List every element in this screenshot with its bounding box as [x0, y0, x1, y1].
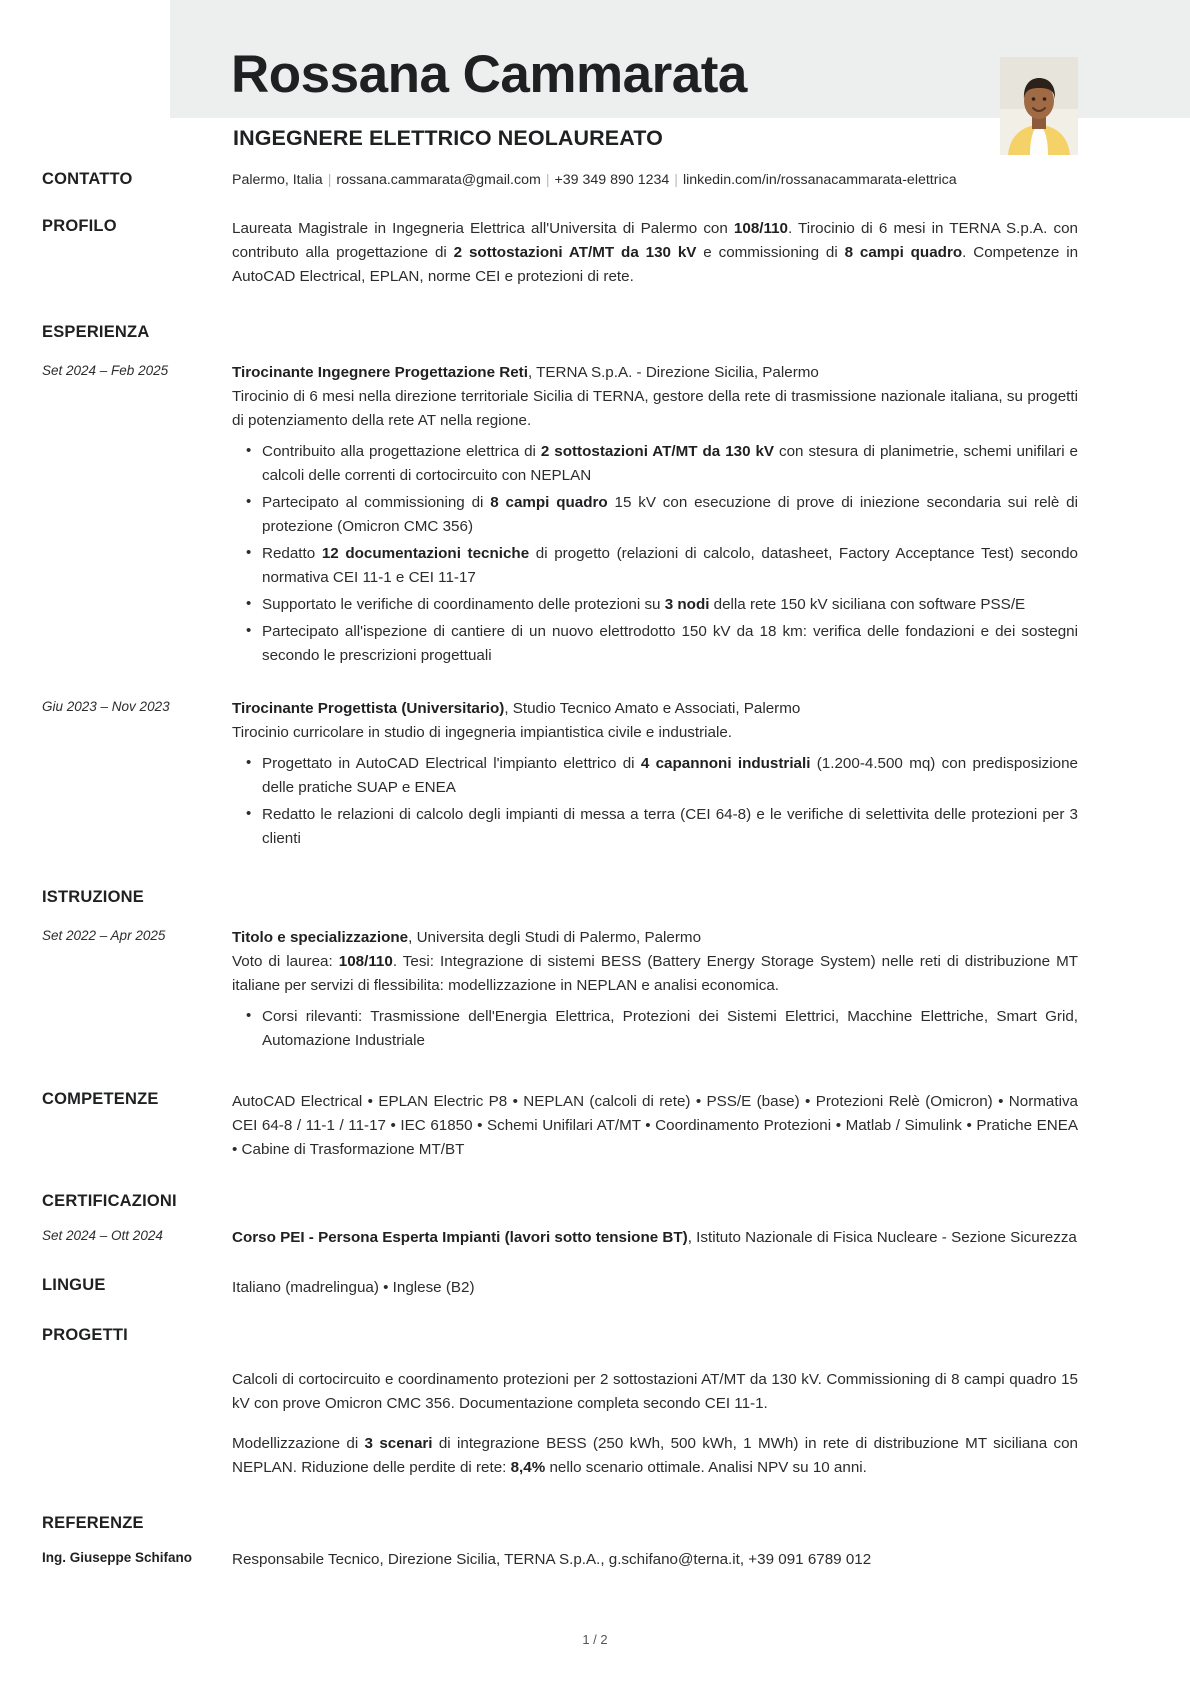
certification-item — [0, 1226, 1190, 1250]
profile-summary — [232, 217, 1078, 289]
education-details — [232, 950, 1078, 998]
profile-text-part: . Tirocinio di 6 mesi in TERNA S.p.A. con contributo alla progettazione di — [232, 220, 1078, 262]
experience-bullet-list — [232, 440, 1078, 668]
project-text-part: Calcoli di cortocircuito e coordinamento protezioni per 2 sottostazioni AT/MT da 130 kV. Commissioning di 8 campi quadro 15 kV con prove Omicron CMC 356. Documentazione completa secondo CEI 11-1. — [232, 1370, 1078, 1412]
section-body-column — [232, 217, 1078, 289]
profile-text-part: . Competenze in AutoCAD Electrical, EPLAN, norme CEI e protezioni di rete. — [232, 244, 1079, 286]
list-item — [232, 440, 1078, 488]
list-item — [232, 620, 1078, 668]
certification-name: Corso PEI - Persona Esperta Impianti (lavori sotto tensione BT) — [232, 1229, 688, 1247]
bullet-text-part: Redatto — [262, 545, 322, 563]
experience-content — [232, 361, 1078, 671]
certification-content — [232, 1226, 1078, 1250]
section-label-column — [42, 1514, 232, 1534]
bullet-text-part: Supportato le verifiche di coordinamento delle protezioni su — [262, 596, 665, 614]
job-title: INGEGNERE ELETTRICO NEOLAUREATO — [233, 126, 663, 150]
education-text-part: Voto di laurea: — [232, 953, 339, 971]
section-body-column — [232, 170, 1078, 191]
contact-email[interactable]: rossana.cammarata@gmail.com — [336, 172, 541, 188]
list-item — [232, 752, 1078, 800]
section-title-progetti: PROGETTI — [42, 1326, 128, 1345]
bullet-text-part: Progettato in AutoCAD Electrical l'impianto elettrico di — [262, 755, 641, 773]
bullet-text-part: Corsi rilevanti: Trasmissione dell'Energia Elettrica, Protezioni dei Sistemi Elettrici, Macchine Elettriche, Smart Grid, Automazione Industriale — [262, 1008, 1078, 1050]
section-contatto — [0, 170, 1190, 191]
section-title-contatto: CONTATTO — [42, 170, 133, 188]
experience-headline — [232, 361, 1078, 385]
avatar-photo-icon — [1000, 57, 1078, 155]
bullet-text-part: Partecipato al commissioning di — [262, 494, 491, 512]
section-label-column — [42, 1192, 232, 1212]
project-text-part: Modellizzazione di — [232, 1435, 365, 1452]
experience-item — [0, 361, 1190, 671]
section-esperienza-title — [0, 323, 1190, 343]
education-institution: , Universita degli Studi di Palermo, Palermo — [408, 929, 702, 947]
list-item — [232, 593, 1078, 617]
education-dates: Set 2022 – Apr 2025 — [42, 928, 166, 944]
section-label-column — [42, 1276, 232, 1296]
experience-dates: Set 2024 – Feb 2025 — [42, 363, 169, 379]
project-text-part: nello scenario ottimale. Analisi NPV su 10 anni. — [545, 1459, 867, 1477]
project-paragraph — [232, 1368, 1078, 1416]
reference-name: Ing. Giuseppe Schifano — [42, 1549, 193, 1565]
section-title-lingue: LINGUE — [42, 1276, 106, 1295]
education-item — [0, 926, 1190, 1056]
section-referenze-title — [0, 1514, 1190, 1534]
bullet-highlight: 4 capannoni industriali — [640, 755, 811, 773]
profile-text-part: Laureata Magistrale in Ingegneria Elettrica all'Universita di Palermo con — [232, 220, 734, 238]
projects-body — [0, 1368, 1190, 1480]
education-content — [232, 926, 1078, 1056]
section-certificazioni-title — [0, 1192, 1190, 1212]
section-body-column — [232, 1090, 1078, 1162]
experience-item — [0, 697, 1190, 854]
reference-name-column — [42, 1548, 232, 1568]
page-indicator: 1 / 2 — [582, 1632, 608, 1647]
bullet-highlight: 2 sottostazioni AT/MT da 130 kV — [540, 443, 775, 461]
bullet-text-part: (1.200-4.500 mq) con predisposizione delle pratiche SUAP e ENEA — [262, 755, 1078, 797]
certification-dates-column — [42, 1226, 232, 1246]
experience-dates: Giu 2023 – Nov 2023 — [42, 699, 170, 715]
list-item — [232, 1005, 1078, 1053]
section-profilo — [0, 217, 1190, 289]
experience-company: , TERNA S.p.A. - Direzione Sicilia, Palermo — [527, 364, 819, 382]
section-istruzione-title — [0, 888, 1190, 908]
experience-headline — [232, 697, 1078, 721]
project-loss-reduction: 8,4% — [510, 1459, 546, 1477]
contact-separator-icon: | — [545, 172, 550, 188]
section-label-column — [42, 1090, 232, 1110]
profile-grade: 108/110 — [733, 220, 788, 238]
section-label-column — [42, 217, 232, 237]
experience-summary: Tirocinio curricolare in studio di ingegneria impiantistica civile e industriale. — [232, 724, 733, 742]
avatar — [1000, 57, 1078, 155]
experience-content — [232, 697, 1078, 854]
section-title-esperienza: ESPERIENZA — [42, 323, 150, 342]
bullet-text-part: della rete 150 kV siciliana con software PSS/E — [709, 596, 1026, 614]
contact-linkedin[interactable]: linkedin.com/in/rossanacammarata-elettrica — [682, 172, 957, 188]
experience-summary: Tirocinio di 6 mesi nella direzione territoriale Sicilia di TERNA, gestore della rete di trasmissione nazionale italiana, su progetti di potenziamento della rete AT nella regione. — [232, 388, 1078, 430]
reference-item — [0, 1548, 1190, 1572]
section-label-column — [42, 170, 232, 190]
list-item — [232, 491, 1078, 539]
projects-content — [232, 1368, 1078, 1480]
experience-role: Tirocinante Ingegnere Progettazione Reti — [232, 364, 528, 382]
list-item — [232, 542, 1078, 590]
education-grade: 108/110 — [338, 953, 393, 971]
experience-bullet-list — [232, 752, 1078, 851]
reference-content — [232, 1548, 1078, 1572]
section-lingue — [0, 1276, 1190, 1300]
contact-phone[interactable]: +39 349 890 1234 — [554, 172, 670, 188]
bullet-text-part: con stesura di planimetrie, schemi unifilari e calcoli delle correnti di cortocircuito con NEPLAN — [262, 443, 1078, 485]
experience-role: Tirocinante Progettista (Universitario) — [232, 700, 505, 718]
project-text-part: di integrazione BESS (250 kWh, 500 kWh, 1 MWh) in rete di distribuzione MT siciliana con NEPLAN. Riduzione delle perdite di rete: — [232, 1435, 1078, 1477]
section-title-competenze: COMPETENZE — [42, 1090, 159, 1109]
bullet-text-part: Partecipato all'ispezione di cantiere di un nuovo elettrodotto 150 kV da 18 km: verifica delle fondazioni e dei sostegni secondo le prescrizioni progettuali — [262, 623, 1078, 665]
project-paragraph — [232, 1432, 1078, 1480]
page-title: Rossana Cammarata — [231, 45, 747, 104]
education-text-part: . Tesi: Integrazione di sistemi BESS (Battery Energy Storage System) nelle reti di distribuzione MT italiane per servizi di flessibilita: modellizzazione in NEPLAN e analisi economica. — [232, 953, 1078, 995]
education-headline — [232, 926, 1078, 950]
bullet-text-part: 15 kV con esecuzione di prove di iniezione secondaria sui relè di protezione (Omicron CMC 356) — [262, 494, 1078, 536]
section-title-profilo: PROFILO — [42, 217, 117, 236]
education-degree: Titolo e specializzazione — [232, 929, 409, 947]
bullet-highlight: 12 documentazioni tecniche — [321, 545, 530, 563]
reference-detail: Responsabile Tecnico, Direzione Sicilia, TERNA S.p.A., g.schifano@terna.it, +39 091 6789 012 — [232, 1550, 872, 1568]
page-footer — [0, 1632, 1190, 1647]
contact-separator-icon: | — [327, 172, 332, 188]
certification-dates: Set 2024 – Ott 2024 — [42, 1228, 163, 1244]
profile-substations: 2 sottostazioni AT/MT da 130 kV — [453, 244, 697, 262]
section-title-referenze: REFERENZE — [42, 1514, 144, 1533]
section-body-column — [232, 1276, 1078, 1300]
bullet-highlight: 8 campi quadro — [490, 494, 608, 512]
experience-dates-column — [42, 361, 232, 381]
section-competenze — [0, 1090, 1190, 1162]
experience-company: , Studio Tecnico Amato e Associati, Palermo — [504, 700, 801, 718]
list-item — [232, 803, 1078, 851]
experience-dates-column — [42, 697, 232, 717]
section-title-certificazioni: CERTIFICAZIONI — [42, 1192, 177, 1211]
certification-headline — [232, 1226, 1078, 1250]
certification-issuer: , Istituto Nazionale di Fisica Nucleare - Sezione Sicurezza — [687, 1229, 1077, 1247]
contact-line — [232, 170, 1078, 191]
section-label-column — [42, 888, 232, 908]
section-title-istruzione: ISTRUZIONE — [42, 888, 144, 907]
bullet-text-part: Contribuito alla progettazione elettrica di — [262, 443, 541, 461]
bullet-text-part: di progetto (relazioni di calcolo, datasheet, Factory Acceptance Test) secondo normativa CEI 11-1 e CEI 11-17 — [262, 545, 1078, 587]
bullet-highlight: 3 nodi — [664, 596, 710, 614]
section-label-column — [42, 1326, 232, 1346]
education-bullet-list — [232, 1005, 1078, 1053]
contact-location: Palermo, Italia — [232, 172, 323, 188]
contact-separator-icon: | — [674, 172, 678, 188]
resume-header — [0, 0, 1190, 170]
education-dates-column — [42, 926, 232, 946]
profile-text-part: e commissioning di — [696, 244, 845, 262]
project-scenarios: 3 scenari — [364, 1435, 433, 1452]
languages-list: Italiano (madrelingua) • Inglese (B2) — [232, 1279, 475, 1297]
section-label-column — [42, 323, 232, 343]
profile-panels: 8 campi quadro — [844, 244, 963, 262]
skills-list: AutoCAD Electrical • EPLAN Electric P8 • NEPLAN (calcoli di rete) • PSS/E (base) • Protezioni Relè (Omicron) • Normativa CEI 64-8 / 11-1 / 11-17 • IEC 61850 • Schemi Unifilari AT/MT • Coordinamento Protezioni • Matlab / Simulink • Pratiche ENEA • Cabine di Trasformazione MT/BT — [232, 1093, 1078, 1159]
section-progetti-title — [0, 1326, 1190, 1346]
bullet-text-part: Redatto le relazioni di calcolo degli impianti di messa a terra (CEI 64-8) e le verifiche di selettivita delle protezioni per 3 clienti — [262, 806, 1078, 848]
